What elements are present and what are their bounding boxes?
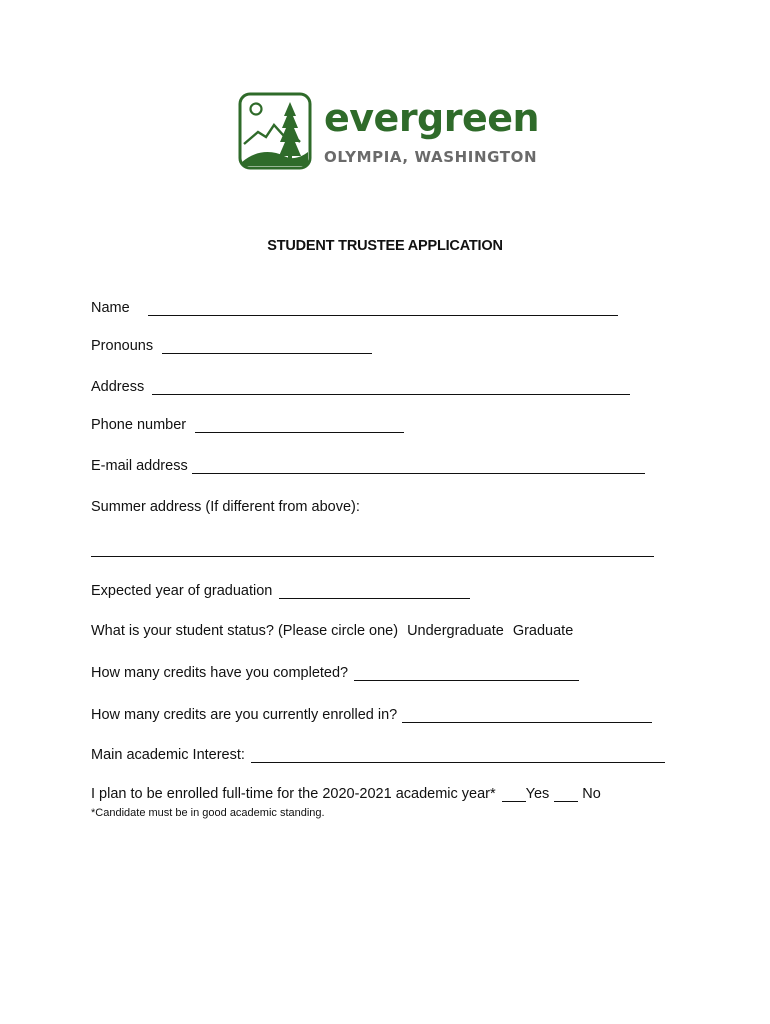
- email-field[interactable]: [192, 459, 645, 474]
- status-label: What is your student status? (Please circle one): [91, 623, 399, 639]
- credits-enrolled-field[interactable]: [402, 708, 652, 723]
- credits-enrolled-label: How many credits are you currently enrolled in?: [91, 707, 398, 723]
- fulltime-label: I plan to be enrolled full-time for the 2020-2021 academic year*: [91, 786, 496, 802]
- pronouns-field[interactable]: [162, 339, 372, 354]
- address-field[interactable]: [152, 380, 630, 395]
- name-label: Name: [91, 300, 130, 316]
- form-title: STUDENT TRUSTEE APPLICATION: [267, 238, 503, 254]
- fulltime-row: [91, 786, 601, 802]
- evergreen-tree-mountain-icon: [238, 92, 312, 170]
- footnote: *Candidate must be in good academic standing.: [91, 807, 325, 819]
- evergreen-logo: [238, 92, 538, 172]
- no-label: No: [582, 786, 601, 802]
- summer-address-row: [91, 499, 360, 515]
- email-label: E-mail address: [91, 458, 188, 474]
- interest-row: [91, 747, 665, 763]
- yes-blank[interactable]: [502, 787, 526, 802]
- yes-label: Yes: [525, 786, 550, 802]
- pronouns-row: [91, 338, 372, 354]
- pronouns-label: Pronouns: [91, 338, 154, 354]
- phone-row: [91, 417, 404, 433]
- summer-address-field[interactable]: [91, 542, 654, 557]
- logo-subtitle: OLYMPIA, WASHINGTON: [324, 148, 538, 166]
- address-row: [91, 379, 630, 395]
- email-row: [91, 458, 645, 474]
- name-row: [91, 300, 618, 316]
- interest-field[interactable]: [251, 748, 665, 763]
- phone-label: Phone number: [91, 417, 187, 433]
- graduation-field[interactable]: [279, 584, 470, 599]
- interest-label: Main academic Interest:: [91, 747, 245, 763]
- phone-field[interactable]: [195, 418, 404, 433]
- logo-wordmark: evergreen: [324, 96, 540, 140]
- credits-completed-field[interactable]: [354, 666, 579, 681]
- status-option-graduate[interactable]: Graduate: [512, 623, 574, 639]
- graduation-row: [91, 583, 470, 599]
- status-row: [91, 623, 573, 639]
- credits-completed-label: How many credits have you completed?: [91, 665, 349, 681]
- credits-completed-row: [91, 665, 579, 681]
- credits-enrolled-row: [91, 707, 652, 723]
- address-label: Address: [91, 379, 145, 395]
- status-option-undergraduate[interactable]: Undergraduate: [407, 623, 504, 639]
- summer-address-line-row: [91, 542, 654, 557]
- graduation-label: Expected year of graduation: [91, 583, 273, 599]
- no-blank[interactable]: [554, 787, 578, 802]
- name-field[interactable]: [148, 301, 618, 316]
- summer-address-label: Summer address (If different from above):: [91, 499, 360, 515]
